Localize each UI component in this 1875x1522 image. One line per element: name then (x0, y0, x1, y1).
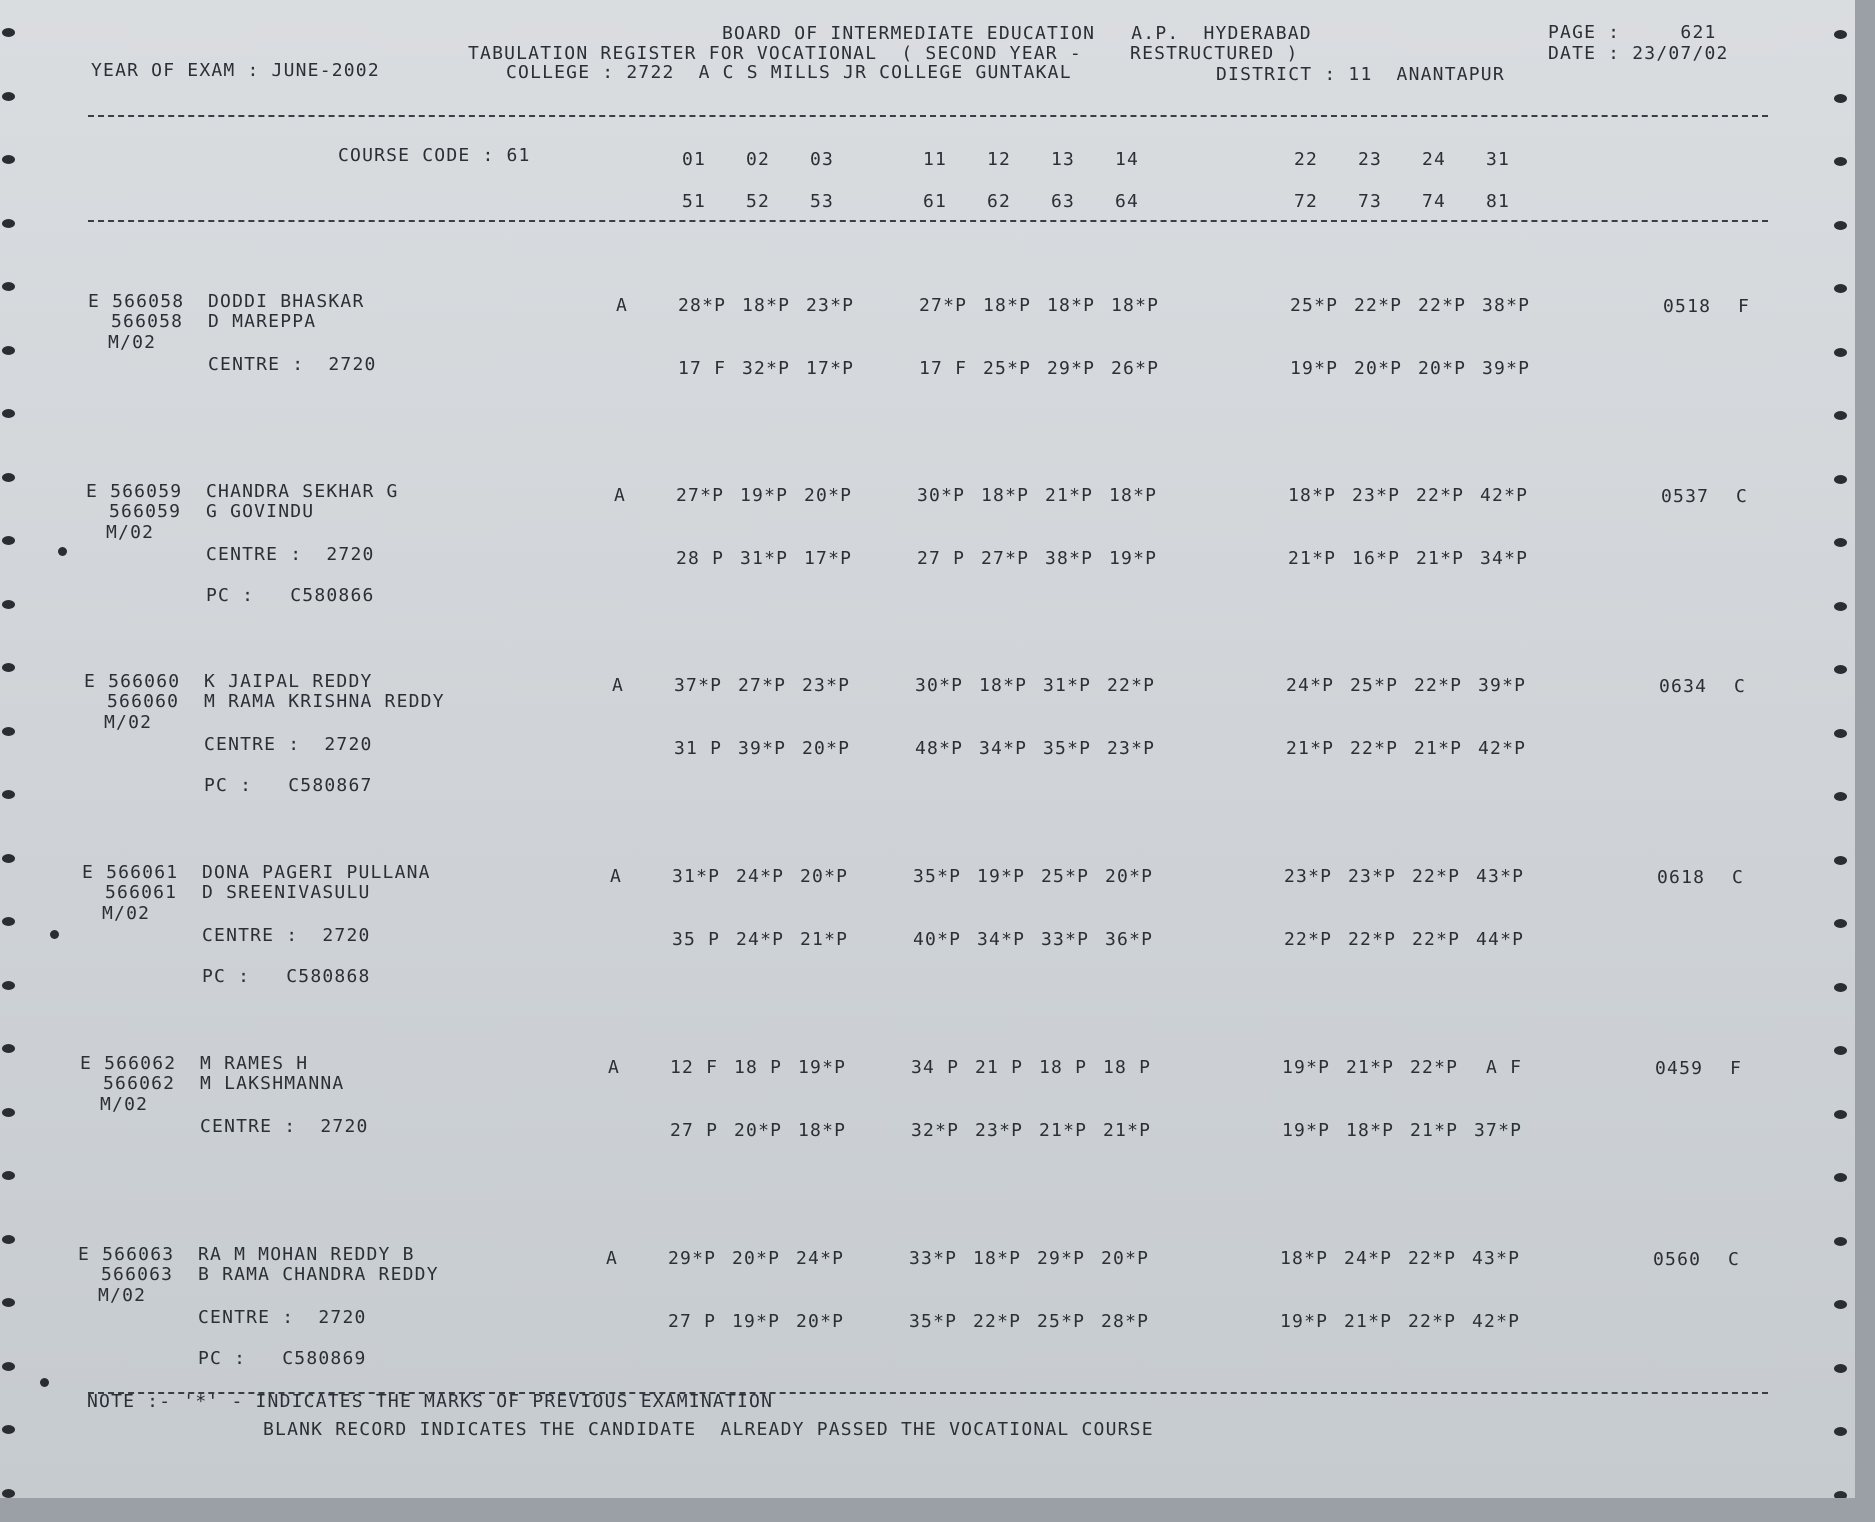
mark-cell: 18*P (1280, 1248, 1329, 1269)
mark-cell: 24*P (1344, 1248, 1393, 1269)
mark-cell: 21*P (1103, 1120, 1152, 1141)
feed-hole (2, 1171, 15, 1180)
feed-hole (1834, 284, 1847, 293)
result-code: C (1734, 676, 1747, 697)
feed-hole (2, 1489, 15, 1498)
mark-cell: 25*P (1350, 675, 1399, 696)
mark-cell: 29*P (1047, 358, 1096, 379)
mark-cell: 21*P (1045, 485, 1094, 506)
mark-cell: 23*P (1107, 738, 1156, 759)
mark-cell: 18*P (798, 1120, 847, 1141)
mark-cell: 32*P (911, 1120, 960, 1141)
feed-hole (1834, 919, 1847, 928)
mark-cell: 34*P (1480, 548, 1529, 569)
mark-cell: 18*P (983, 295, 1032, 316)
mark-cell: 27*P (981, 548, 1030, 569)
candidate-name: K JAIPAL REDDY (204, 671, 373, 692)
subject-code: 14 (1115, 149, 1140, 170)
district-line: DISTRICT : 11 ANANTAPUR (1216, 64, 1505, 85)
mark-cell: 21*P (1288, 548, 1337, 569)
mark-cell: 20*P (1101, 1248, 1150, 1269)
subject-code: 74 (1422, 191, 1447, 212)
subject-code: 23 (1358, 149, 1383, 170)
mark-cell: 38*P (1045, 548, 1094, 569)
result-code: C (1728, 1249, 1741, 1270)
subject-code: 51 (682, 191, 707, 212)
exam-session: M/02 (98, 1285, 147, 1306)
mark-cell: 22*P (1418, 295, 1467, 316)
result-code: C (1732, 867, 1745, 888)
divider-top (88, 115, 1768, 117)
roll-number: 566058 (111, 311, 184, 332)
mark-cell: 21*P (1410, 1120, 1459, 1141)
mark-cell: 37*P (674, 675, 723, 696)
feed-hole (1834, 792, 1847, 801)
mark-cell: 27*P (919, 295, 968, 316)
mark-cell: 19*P (798, 1057, 847, 1078)
mark-cell: 20*P (1105, 866, 1154, 887)
feed-hole (1834, 1427, 1847, 1436)
exam-year: YEAR OF EXAM : JUNE-2002 (91, 60, 380, 81)
note-line-1: NOTE :- '*' - INDICATES THE MARKS OF PREVIOUS EXAMINATION (87, 1391, 774, 1412)
pc-number: PC : C580869 (198, 1348, 367, 1369)
mark-cell: 22*P (1408, 1311, 1457, 1332)
mark-cell: 22*P (1408, 1248, 1457, 1269)
feed-hole (1834, 411, 1847, 420)
registration-number: E 566062 (80, 1053, 177, 1074)
exam-centre: CENTRE : 2720 (200, 1116, 369, 1137)
parent-name: M RAMA KRISHNA REDDY (204, 691, 445, 712)
feed-hole (2, 409, 15, 418)
ink-dot (58, 547, 67, 556)
feed-hole (2, 917, 15, 926)
exam-session: M/02 (108, 332, 157, 353)
mark-cell: 27 P (670, 1120, 719, 1141)
mark-cell: 22*P (1348, 929, 1397, 950)
mark-cell: 22*P (1107, 675, 1156, 696)
mark-cell: 18*P (1288, 485, 1337, 506)
feed-hole (1834, 983, 1847, 992)
mark-cell: 21*P (1416, 548, 1465, 569)
mark-cell: 30*P (917, 485, 966, 506)
mark-cell: 35 P (672, 929, 721, 950)
registration-number: E 566063 (78, 1244, 175, 1265)
feed-hole (1834, 1237, 1847, 1246)
feed-hole (1834, 856, 1847, 865)
mark-cell: 19*P (1282, 1120, 1331, 1141)
subject-code: 61 (923, 191, 948, 212)
total-marks: 0634 (1659, 676, 1708, 697)
mark-cell: 22*P (1354, 295, 1403, 316)
ink-dot (40, 1378, 49, 1387)
mark-cell: 25*P (1041, 866, 1090, 887)
feed-hole (2, 1362, 15, 1371)
exam-session: M/02 (104, 712, 153, 733)
divider-header (88, 220, 1768, 222)
feed-hole (2, 346, 15, 355)
mark-cell: 27 P (668, 1311, 717, 1332)
mark-cell: 28*P (1101, 1311, 1150, 1332)
category-code: A (606, 1248, 619, 1269)
category-code: A (612, 675, 625, 696)
mark-cell: 31*P (1043, 675, 1092, 696)
total-marks: 0560 (1653, 1249, 1702, 1270)
pc-number: PC : C580868 (202, 966, 371, 987)
mark-cell: 19*P (1280, 1311, 1329, 1332)
mark-cell: 34 P (911, 1057, 960, 1078)
feed-hole (1834, 729, 1847, 738)
subject-code: 12 (987, 149, 1012, 170)
mark-cell: 18*P (742, 295, 791, 316)
candidate-name: DODDI BHASKAR (208, 291, 365, 312)
mark-cell: 39*P (1478, 675, 1527, 696)
result-code: C (1736, 486, 1749, 507)
mark-cell: 21*P (1286, 738, 1335, 759)
mark-cell: 16*P (1352, 548, 1401, 569)
mark-cell: 34*P (977, 929, 1026, 950)
mark-cell: 33*P (909, 1248, 958, 1269)
mark-cell: 23*P (975, 1120, 1024, 1141)
parent-name: B RAMA CHANDRA REDDY (198, 1264, 439, 1285)
mark-cell: 33*P (1041, 929, 1090, 950)
mark-cell: 24*P (1286, 675, 1335, 696)
mark-cell: A F (1474, 1057, 1523, 1078)
subject-code: 63 (1051, 191, 1076, 212)
mark-cell: 42*P (1478, 738, 1527, 759)
parent-name: D SREENIVASULU (202, 882, 371, 903)
feed-hole (1834, 221, 1847, 230)
mark-cell: 27*P (738, 675, 787, 696)
feed-hole (1834, 1110, 1847, 1119)
mark-cell: 21*P (1344, 1311, 1393, 1332)
exam-centre: CENTRE : 2720 (206, 544, 375, 565)
feed-hole (2, 981, 15, 990)
mark-cell: 18*P (979, 675, 1028, 696)
exam-centre: CENTRE : 2720 (204, 734, 373, 755)
print-date: DATE : 23/07/02 (1548, 43, 1729, 64)
category-code: A (608, 1057, 621, 1078)
mark-cell: 40*P (913, 929, 962, 950)
mark-cell: 23*P (1348, 866, 1397, 887)
feed-hole (2, 536, 15, 545)
mark-cell: 12 F (670, 1057, 719, 1078)
feed-hole (1834, 1491, 1847, 1499)
mark-cell: 22*P (1412, 929, 1461, 950)
feed-hole (1834, 30, 1847, 39)
register-title: TABULATION REGISTER FOR VOCATIONAL ( SECOND YEAR - RESTRUCTURED ) (468, 43, 1299, 64)
mark-cell: 18*P (1111, 295, 1160, 316)
feed-hole (1834, 602, 1847, 611)
mark-cell: 29*P (668, 1248, 717, 1269)
feed-hole (2, 473, 15, 482)
mark-cell: 17*P (804, 548, 853, 569)
mark-cell: 23*P (1284, 866, 1333, 887)
feed-hole (2, 28, 15, 37)
feed-hole (2, 1298, 15, 1307)
mark-cell: 18*P (1346, 1120, 1395, 1141)
mark-cell: 22*P (973, 1311, 1022, 1332)
feed-hole (2, 219, 15, 228)
subject-code: 13 (1051, 149, 1076, 170)
mark-cell: 19*P (977, 866, 1026, 887)
mark-cell: 34*P (979, 738, 1028, 759)
mark-cell: 48*P (915, 738, 964, 759)
mark-cell: 26*P (1111, 358, 1160, 379)
subject-code: 73 (1358, 191, 1383, 212)
parent-name: D MAREPPA (208, 311, 317, 332)
feed-hole (1834, 348, 1847, 357)
mark-cell: 25*P (1290, 295, 1339, 316)
mark-cell: 44*P (1476, 929, 1525, 950)
mark-cell: 24*P (736, 929, 785, 950)
candidate-name: CHANDRA SEKHAR G (206, 481, 399, 502)
board-title: BOARD OF INTERMEDIATE EDUCATION A.P. HYDERABAD (722, 23, 1312, 44)
roll-number: 566059 (109, 501, 182, 522)
category-code: A (616, 295, 629, 316)
feed-hole (2, 1044, 15, 1053)
mark-cell: 39*P (738, 738, 787, 759)
mark-cell: 18 P (734, 1057, 783, 1078)
feed-hole (1834, 1300, 1847, 1309)
mark-cell: 35*P (1043, 738, 1092, 759)
mark-cell: 19*P (740, 485, 789, 506)
feed-hole (2, 1425, 15, 1434)
mark-cell: 20*P (1418, 358, 1467, 379)
mark-cell: 18*P (1109, 485, 1158, 506)
mark-cell: 20*P (796, 1311, 845, 1332)
pc-number: PC : C580867 (204, 775, 373, 796)
mark-cell: 21 P (975, 1057, 1024, 1078)
subject-code: 52 (746, 191, 771, 212)
subject-code: 03 (810, 149, 835, 170)
feed-hole (1834, 665, 1847, 674)
subject-code: 81 (1486, 191, 1511, 212)
feed-hole (2, 92, 15, 101)
ink-dot (50, 930, 59, 939)
total-marks: 0618 (1657, 867, 1706, 888)
subject-code: 31 (1486, 149, 1511, 170)
feed-hole (2, 155, 15, 164)
mark-cell: 22*P (1412, 866, 1461, 887)
exam-centre: CENTRE : 2720 (198, 1307, 367, 1328)
mark-cell: 18*P (973, 1248, 1022, 1269)
mark-cell: 17 F (919, 358, 968, 379)
mark-cell: 42*P (1480, 485, 1529, 506)
mark-cell: 19*P (1290, 358, 1339, 379)
roll-number: 566061 (105, 882, 178, 903)
mark-cell: 21*P (1414, 738, 1463, 759)
mark-cell: 43*P (1472, 1248, 1521, 1269)
mark-cell: 17*P (806, 358, 855, 379)
mark-cell: 17 F (678, 358, 727, 379)
parent-name: G GOVINDU (206, 501, 315, 522)
subject-code: 53 (810, 191, 835, 212)
mark-cell: 35*P (909, 1311, 958, 1332)
pc-number: PC : C580866 (206, 585, 375, 606)
exam-centre: CENTRE : 2720 (208, 354, 377, 375)
mark-cell: 31*P (740, 548, 789, 569)
candidate-name: DONA PAGERI PULLANA (202, 862, 431, 883)
mark-cell: 28 P (676, 548, 725, 569)
note-line-2: BLANK RECORD INDICATES THE CANDIDATE ALREADY PASSED THE VOCATIONAL COURSE (263, 1419, 1154, 1440)
mark-cell: 20*P (802, 738, 851, 759)
feed-hole (1834, 475, 1847, 484)
mark-cell: 22*P (1416, 485, 1465, 506)
feed-hole (2, 600, 15, 609)
feed-hole (2, 1108, 15, 1117)
feed-hole (1834, 538, 1847, 547)
feed-hole (2, 663, 15, 672)
mark-cell: 37*P (1474, 1120, 1523, 1141)
mark-cell: 22*P (1350, 738, 1399, 759)
mark-cell: 20*P (804, 485, 853, 506)
mark-cell: 19*P (1109, 548, 1158, 569)
feed-hole (1834, 1173, 1847, 1182)
total-marks: 0537 (1661, 486, 1710, 507)
feed-hole (2, 790, 15, 799)
roll-number: 566060 (107, 691, 180, 712)
exam-session: M/02 (100, 1094, 149, 1115)
mark-cell: 36*P (1105, 929, 1154, 950)
mark-cell: 24*P (736, 866, 785, 887)
mark-cell: 27*P (676, 485, 725, 506)
result-code: F (1730, 1058, 1743, 1079)
subject-code: 72 (1294, 191, 1319, 212)
mark-cell: 19*P (732, 1311, 781, 1332)
mark-cell: 20*P (734, 1120, 783, 1141)
mark-cell: 38*P (1482, 295, 1531, 316)
mark-cell: 32*P (742, 358, 791, 379)
mark-cell: 20*P (800, 866, 849, 887)
mark-cell: 35*P (913, 866, 962, 887)
mark-cell: 21*P (800, 929, 849, 950)
mark-cell: 43*P (1476, 866, 1525, 887)
page-number: PAGE : 621 (1548, 22, 1717, 43)
feed-hole (1834, 157, 1847, 166)
mark-cell: 27 P (917, 548, 966, 569)
candidate-name: M RAMES H (200, 1053, 309, 1074)
registration-number: E 566058 (88, 291, 185, 312)
feed-hole (1834, 94, 1847, 103)
total-marks: 0518 (1663, 296, 1712, 317)
exam-session: M/02 (102, 903, 151, 924)
mark-cell: 18*P (981, 485, 1030, 506)
mark-cell: 18 P (1103, 1057, 1152, 1078)
mark-cell: 28*P (678, 295, 727, 316)
feed-hole (1834, 1046, 1847, 1055)
mark-cell: 18*P (1047, 295, 1096, 316)
mark-cell: 22*P (1410, 1057, 1459, 1078)
feed-hole (2, 282, 15, 291)
mark-cell: 21*P (1039, 1120, 1088, 1141)
parent-name: M LAKSHMANNA (200, 1073, 345, 1094)
subject-code: 02 (746, 149, 771, 170)
mark-cell: 23*P (806, 295, 855, 316)
feed-hole (2, 854, 15, 863)
subject-code: 64 (1115, 191, 1140, 212)
mark-cell: 22*P (1414, 675, 1463, 696)
category-code: A (610, 866, 623, 887)
exam-centre: CENTRE : 2720 (202, 925, 371, 946)
mark-cell: 31 P (674, 738, 723, 759)
category-code: A (614, 485, 627, 506)
mark-cell: 23*P (1352, 485, 1401, 506)
registration-number: E 566060 (84, 671, 181, 692)
subject-code: 24 (1422, 149, 1447, 170)
total-marks: 0459 (1655, 1058, 1704, 1079)
mark-cell: 30*P (915, 675, 964, 696)
subject-code: 22 (1294, 149, 1319, 170)
mark-cell: 25*P (1037, 1311, 1086, 1332)
mark-cell: 22*P (1284, 929, 1333, 950)
registration-number: E 566059 (86, 481, 183, 502)
mark-cell: 25*P (983, 358, 1032, 379)
course-code: COURSE CODE : 61 (338, 145, 531, 166)
mark-cell: 29*P (1037, 1248, 1086, 1269)
college-line: COLLEGE : 2722 A C S MILLS JR COLLEGE GUNTAKAL (506, 62, 1072, 83)
subject-code: 62 (987, 191, 1012, 212)
mark-cell: 19*P (1282, 1057, 1331, 1078)
subject-code: 01 (682, 149, 707, 170)
roll-number: 566062 (103, 1073, 176, 1094)
mark-cell: 42*P (1472, 1311, 1521, 1332)
subject-code: 11 (923, 149, 948, 170)
feed-hole (2, 1235, 15, 1244)
mark-cell: 20*P (1354, 358, 1403, 379)
mark-cell: 23*P (802, 675, 851, 696)
roll-number: 566063 (101, 1264, 174, 1285)
feed-hole (1834, 1364, 1847, 1373)
registration-number: E 566061 (82, 862, 179, 883)
mark-cell: 39*P (1482, 358, 1531, 379)
mark-cell: 24*P (796, 1248, 845, 1269)
candidate-name: RA M MOHAN REDDY B (198, 1244, 415, 1265)
mark-cell: 21*P (1346, 1057, 1395, 1078)
feed-hole (2, 727, 15, 736)
exam-session: M/02 (106, 522, 155, 543)
mark-cell: 18 P (1039, 1057, 1088, 1078)
mark-cell: 31*P (672, 866, 721, 887)
mark-cell: 20*P (732, 1248, 781, 1269)
result-code: F (1738, 296, 1751, 317)
